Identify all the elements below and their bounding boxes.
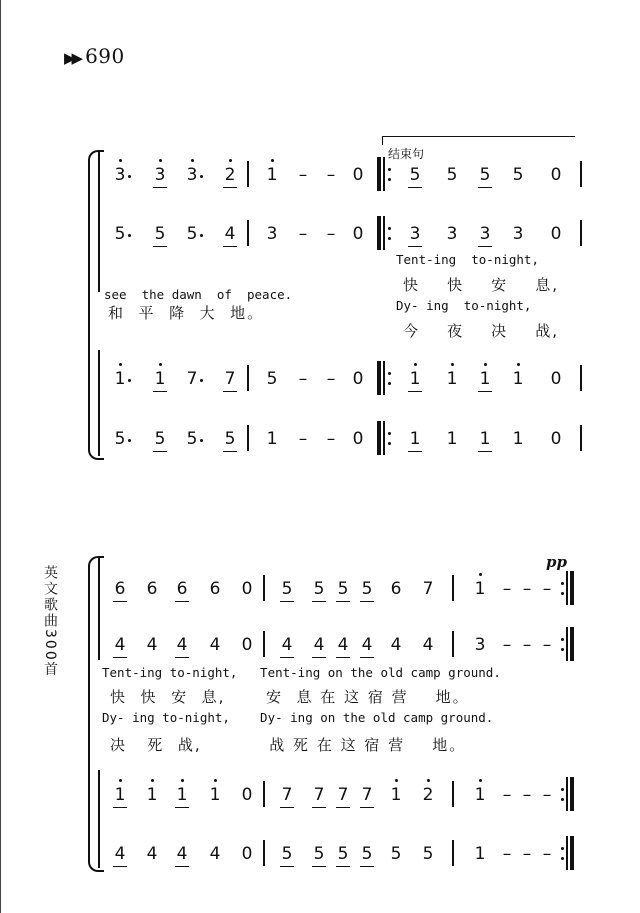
octave-dot — [451, 363, 454, 366]
jianpu-note: 0 — [241, 579, 253, 599]
jianpu-note: – — [502, 579, 512, 599]
underline-beam — [360, 657, 374, 658]
underline-beam — [312, 657, 326, 658]
jianpu-note: 4 — [176, 635, 188, 655]
octave-dot — [214, 779, 217, 782]
jianpu-note: – — [298, 369, 308, 389]
jianpu-note: – — [522, 579, 532, 599]
barline — [263, 840, 265, 866]
underline-beam — [336, 807, 350, 808]
jianpu-note: 3 — [409, 224, 421, 244]
jianpu-note: – — [298, 165, 308, 185]
jianpu-note: 1 — [474, 785, 486, 805]
page-number-text: 690 — [85, 44, 125, 68]
jianpu-note: – — [502, 785, 512, 805]
underline-beam — [478, 246, 492, 247]
page-number — [64, 44, 125, 68]
jianpu-note: 5 — [390, 844, 402, 864]
octave-dot — [119, 363, 122, 366]
octave-dot — [395, 779, 398, 782]
underline-beam — [175, 601, 189, 602]
jianpu-note: 5 — [337, 579, 349, 599]
jianpu-note: 5 — [114, 224, 126, 244]
underline-beam — [175, 866, 189, 867]
jianpu-note: 5 — [409, 165, 421, 185]
book-title-vertical: 英文歌曲300首 — [42, 565, 58, 678]
underline-beam — [153, 451, 167, 452]
jianpu-note: 6 — [209, 579, 221, 599]
repeat-start-thick — [377, 157, 381, 191]
barline — [452, 575, 454, 601]
underline-beam — [280, 657, 294, 658]
repeat-dot — [388, 227, 391, 230]
jianpu-note: 4 — [361, 635, 373, 655]
repeat-dot — [388, 382, 391, 385]
jianpu-note: 4 — [209, 844, 221, 864]
underline-beam — [336, 601, 350, 602]
jianpu-note: 5 — [266, 369, 278, 389]
jianpu-note: – — [298, 224, 308, 244]
jianpu-note: 3 — [474, 635, 486, 655]
barline — [452, 840, 454, 866]
jianpu-note: 4 — [224, 224, 236, 244]
underline-beam — [336, 657, 350, 658]
octave-dot — [119, 779, 122, 782]
jianpu-note: 1 — [512, 429, 524, 449]
jianpu-note: 5 — [479, 165, 491, 185]
jianpu-note: 4 — [114, 844, 126, 864]
repeat-start-thin — [383, 361, 385, 395]
jianpu-note: 1 — [114, 785, 126, 805]
augmentation-dot — [200, 439, 203, 442]
jianpu-note: 0 — [241, 844, 253, 864]
jianpu-note: 2 — [224, 165, 236, 185]
jianpu-note: 2 — [422, 785, 434, 805]
octave-dot — [159, 159, 162, 162]
jianpu-note: 7 — [313, 785, 325, 805]
jianpu-note: 7 — [337, 785, 349, 805]
octave-dot — [191, 159, 194, 162]
jianpu-note: 1 — [176, 785, 188, 805]
jianpu-note: 7 — [422, 579, 434, 599]
jianpu-note: 0 — [241, 785, 253, 805]
jianpu-note: 0 — [352, 429, 364, 449]
jianpu-note: – — [542, 635, 552, 655]
repeat-dot — [388, 178, 391, 181]
jianpu-note: 5 — [114, 429, 126, 449]
jianpu-note: 4 — [209, 635, 221, 655]
jianpu-note: 5 — [361, 579, 373, 599]
repeat-end-thin — [566, 571, 568, 605]
jianpu-note: 7 — [361, 785, 373, 805]
double-arrow-icon: ▶▶ — [64, 49, 80, 67]
jianpu-note: 4 — [146, 844, 158, 864]
jianpu-note: 4 — [337, 635, 349, 655]
jianpu-note: – — [542, 844, 552, 864]
jianpu-note: – — [522, 635, 532, 655]
jianpu-note: – — [542, 579, 552, 599]
repeat-dot — [388, 442, 391, 445]
jianpu-note: 1 — [266, 165, 278, 185]
jianpu-note: – — [502, 844, 512, 864]
repeat-end-thin — [566, 627, 568, 661]
repeat-end-thick — [570, 627, 574, 661]
jianpu-note: 1 — [409, 369, 421, 389]
system1-lower-staff-line — [98, 350, 100, 456]
underline-beam — [223, 187, 237, 188]
underline-beam — [408, 187, 422, 188]
jianpu-note: 5 — [281, 579, 293, 599]
repeat-dot — [561, 638, 564, 641]
underline-beam — [113, 657, 127, 658]
lyrics-line2: 快 快 安 息, 安 息 在 这 宿 营 地。 — [110, 688, 470, 706]
repeat-end-thin — [566, 836, 568, 870]
underline-beam — [113, 601, 127, 602]
jianpu-note: 6 — [390, 579, 402, 599]
lyrics-right-line4: 今 夜 决 战, — [403, 322, 559, 340]
jianpu-note: 7 — [224, 369, 236, 389]
barline — [247, 220, 249, 246]
barline — [247, 365, 249, 391]
jianpu-note: 0 — [550, 165, 562, 185]
section-label: 结束句 — [388, 147, 425, 161]
jianpu-note: 5 — [422, 844, 434, 864]
augmentation-dot — [128, 439, 131, 442]
jianpu-note: 5 — [361, 844, 373, 864]
jianpu-note: 4 — [114, 635, 126, 655]
jianpu-note: 5 — [337, 844, 349, 864]
octave-dot — [414, 363, 417, 366]
jianpu-note: 1 — [146, 785, 158, 805]
jianpu-note: 1 — [446, 429, 458, 449]
octave-dot — [119, 159, 122, 162]
augmentation-dot — [128, 379, 131, 382]
jianpu-note: 7 — [281, 785, 293, 805]
barline — [263, 631, 265, 657]
octave-dot — [159, 363, 162, 366]
jianpu-note: 1 — [390, 785, 402, 805]
underline-beam — [113, 807, 127, 808]
jianpu-note: 4 — [313, 635, 325, 655]
octave-dot — [484, 363, 487, 366]
underline-beam — [408, 246, 422, 247]
underline-beam — [153, 246, 167, 247]
jianpu-note: – — [502, 635, 512, 655]
underline-beam — [223, 246, 237, 247]
repeat-dot — [561, 592, 564, 595]
jianpu-note: 0 — [352, 165, 364, 185]
repeat-dot — [561, 788, 564, 791]
dynamic-marking: pp — [546, 553, 567, 571]
lyrics-line1: Tent-ing to-night, Tent-ing on the old camp ground. — [102, 665, 501, 680]
jianpu-note: 5 — [313, 579, 325, 599]
jianpu-note: – — [326, 165, 336, 185]
jianpu-note: 5 — [446, 165, 458, 185]
jianpu-note: 5 — [186, 429, 198, 449]
barline — [452, 781, 454, 807]
jianpu-note: 7 — [186, 369, 198, 389]
repeat-end-thick — [570, 777, 574, 811]
lyrics-line4: 决 死 战, 战 死 在 这 宿 营 地。 — [110, 736, 467, 754]
repeat-start-thick — [377, 216, 381, 250]
jianpu-note: 6 — [176, 579, 188, 599]
repeat-start-thin — [383, 157, 385, 191]
barline — [452, 631, 454, 657]
underline-beam — [153, 391, 167, 392]
barline — [580, 161, 582, 187]
system2-lower-staff-line — [98, 770, 100, 868]
jianpu-note: 5 — [281, 844, 293, 864]
underline-beam — [478, 187, 492, 188]
underline-beam — [280, 807, 294, 808]
repeat-dot — [561, 798, 564, 801]
section-bracket — [382, 136, 575, 145]
jianpu-note: 0 — [352, 224, 364, 244]
repeat-end-thick — [570, 571, 574, 605]
jianpu-note: 6 — [146, 579, 158, 599]
octave-dot — [181, 779, 184, 782]
underline-beam — [360, 601, 374, 602]
underline-beam — [312, 601, 326, 602]
jianpu-note: 3 — [446, 224, 458, 244]
octave-dot — [479, 573, 482, 576]
augmentation-dot — [200, 379, 203, 382]
underline-beam — [113, 866, 127, 867]
underline-beam — [223, 451, 237, 452]
underline-beam — [336, 866, 350, 867]
underline-beam — [478, 391, 492, 392]
page-edge-line — [0, 0, 1, 913]
lyrics-right-line2: 快 快 安 息, — [403, 276, 559, 294]
system1-brace — [88, 150, 104, 460]
repeat-start-thin — [383, 421, 385, 455]
jianpu-note: – — [522, 785, 532, 805]
barline — [580, 220, 582, 246]
system1-upper-staff-line — [98, 150, 100, 292]
jianpu-note: 1 — [474, 844, 486, 864]
lyrics-right-line3: Dy- ing to-night, — [396, 298, 532, 313]
jianpu-note: – — [542, 785, 552, 805]
jianpu-note: 5 — [224, 429, 236, 449]
octave-dot — [517, 363, 520, 366]
jianpu-note: 3 — [114, 165, 126, 185]
underline-beam — [153, 187, 167, 188]
jianpu-note: 1 — [409, 429, 421, 449]
jianpu-note: – — [326, 224, 336, 244]
underline-beam — [175, 807, 189, 808]
jianpu-note: 4 — [390, 635, 402, 655]
underline-beam — [312, 807, 326, 808]
repeat-end-thick — [570, 836, 574, 870]
jianpu-note: 0 — [241, 635, 253, 655]
underline-beam — [175, 657, 189, 658]
repeat-dot — [388, 168, 391, 171]
jianpu-note: 0 — [550, 224, 562, 244]
jianpu-note: 5 — [154, 224, 166, 244]
jianpu-note: 1 — [479, 369, 491, 389]
jianpu-note: 1 — [479, 429, 491, 449]
octave-dot — [479, 779, 482, 782]
augmentation-dot — [200, 175, 203, 178]
jianpu-note: 1 — [446, 369, 458, 389]
octave-dot — [229, 159, 232, 162]
jianpu-note: – — [326, 429, 336, 449]
jianpu-note: – — [522, 844, 532, 864]
repeat-dot — [561, 648, 564, 651]
repeat-dot — [388, 432, 391, 435]
jianpu-note: 1 — [512, 369, 524, 389]
underline-beam — [360, 866, 374, 867]
jianpu-note: 3 — [266, 224, 278, 244]
jianpu-note: 1 — [114, 369, 126, 389]
jianpu-note: 3 — [512, 224, 524, 244]
repeat-dot — [561, 582, 564, 585]
repeat-end-thin — [566, 777, 568, 811]
underline-beam — [360, 807, 374, 808]
jianpu-note: 4 — [146, 635, 158, 655]
augmentation-dot — [128, 175, 131, 178]
jianpu-note: 6 — [114, 579, 126, 599]
barline — [263, 781, 265, 807]
jianpu-note: 1 — [474, 579, 486, 599]
lyrics-line3: Dy- ing to-night, Dy- ing on the old camp ground. — [102, 710, 494, 725]
barline — [263, 575, 265, 601]
jianpu-note: 5 — [512, 165, 524, 185]
repeat-start-thick — [377, 361, 381, 395]
jianpu-note: 3 — [186, 165, 198, 185]
jianpu-note: 4 — [176, 844, 188, 864]
repeat-start-thin — [383, 216, 385, 250]
underline-beam — [478, 451, 492, 452]
barline — [580, 425, 582, 451]
underline-beam — [280, 601, 294, 602]
jianpu-note: 0 — [352, 369, 364, 389]
jianpu-note: 5 — [186, 224, 198, 244]
jianpu-note: 0 — [550, 369, 562, 389]
jianpu-note: 5 — [154, 429, 166, 449]
jianpu-note: 4 — [281, 635, 293, 655]
lyrics-right-line1: Tent-ing to-night, — [396, 252, 539, 267]
lyrics-left-en: see the dawn of peace. — [104, 287, 293, 302]
repeat-dot — [561, 847, 564, 850]
octave-dot — [427, 779, 430, 782]
underline-beam — [223, 391, 237, 392]
jianpu-note: 3 — [479, 224, 491, 244]
augmentation-dot — [200, 234, 203, 237]
octave-dot — [151, 779, 154, 782]
repeat-dot — [388, 237, 391, 240]
barline — [247, 425, 249, 451]
jianpu-note: 1 — [209, 785, 221, 805]
augmentation-dot — [128, 234, 131, 237]
jianpu-note: 5 — [313, 844, 325, 864]
system2-upper-staff-line — [98, 556, 100, 660]
jianpu-note: – — [326, 369, 336, 389]
jianpu-note: – — [298, 429, 308, 449]
underline-beam — [408, 391, 422, 392]
lyrics-left-cn: 和 平 降 大 地。 — [108, 304, 265, 322]
underline-beam — [408, 451, 422, 452]
jianpu-note: 4 — [422, 635, 434, 655]
underline-beam — [280, 866, 294, 867]
jianpu-note: 0 — [550, 429, 562, 449]
underline-beam — [312, 866, 326, 867]
jianpu-note: 1 — [154, 369, 166, 389]
barline — [580, 365, 582, 391]
repeat-dot — [561, 857, 564, 860]
barline — [247, 161, 249, 187]
octave-dot — [271, 159, 274, 162]
repeat-dot — [388, 372, 391, 375]
jianpu-note: 3 — [154, 165, 166, 185]
jianpu-note: 1 — [266, 429, 278, 449]
repeat-start-thick — [377, 421, 381, 455]
